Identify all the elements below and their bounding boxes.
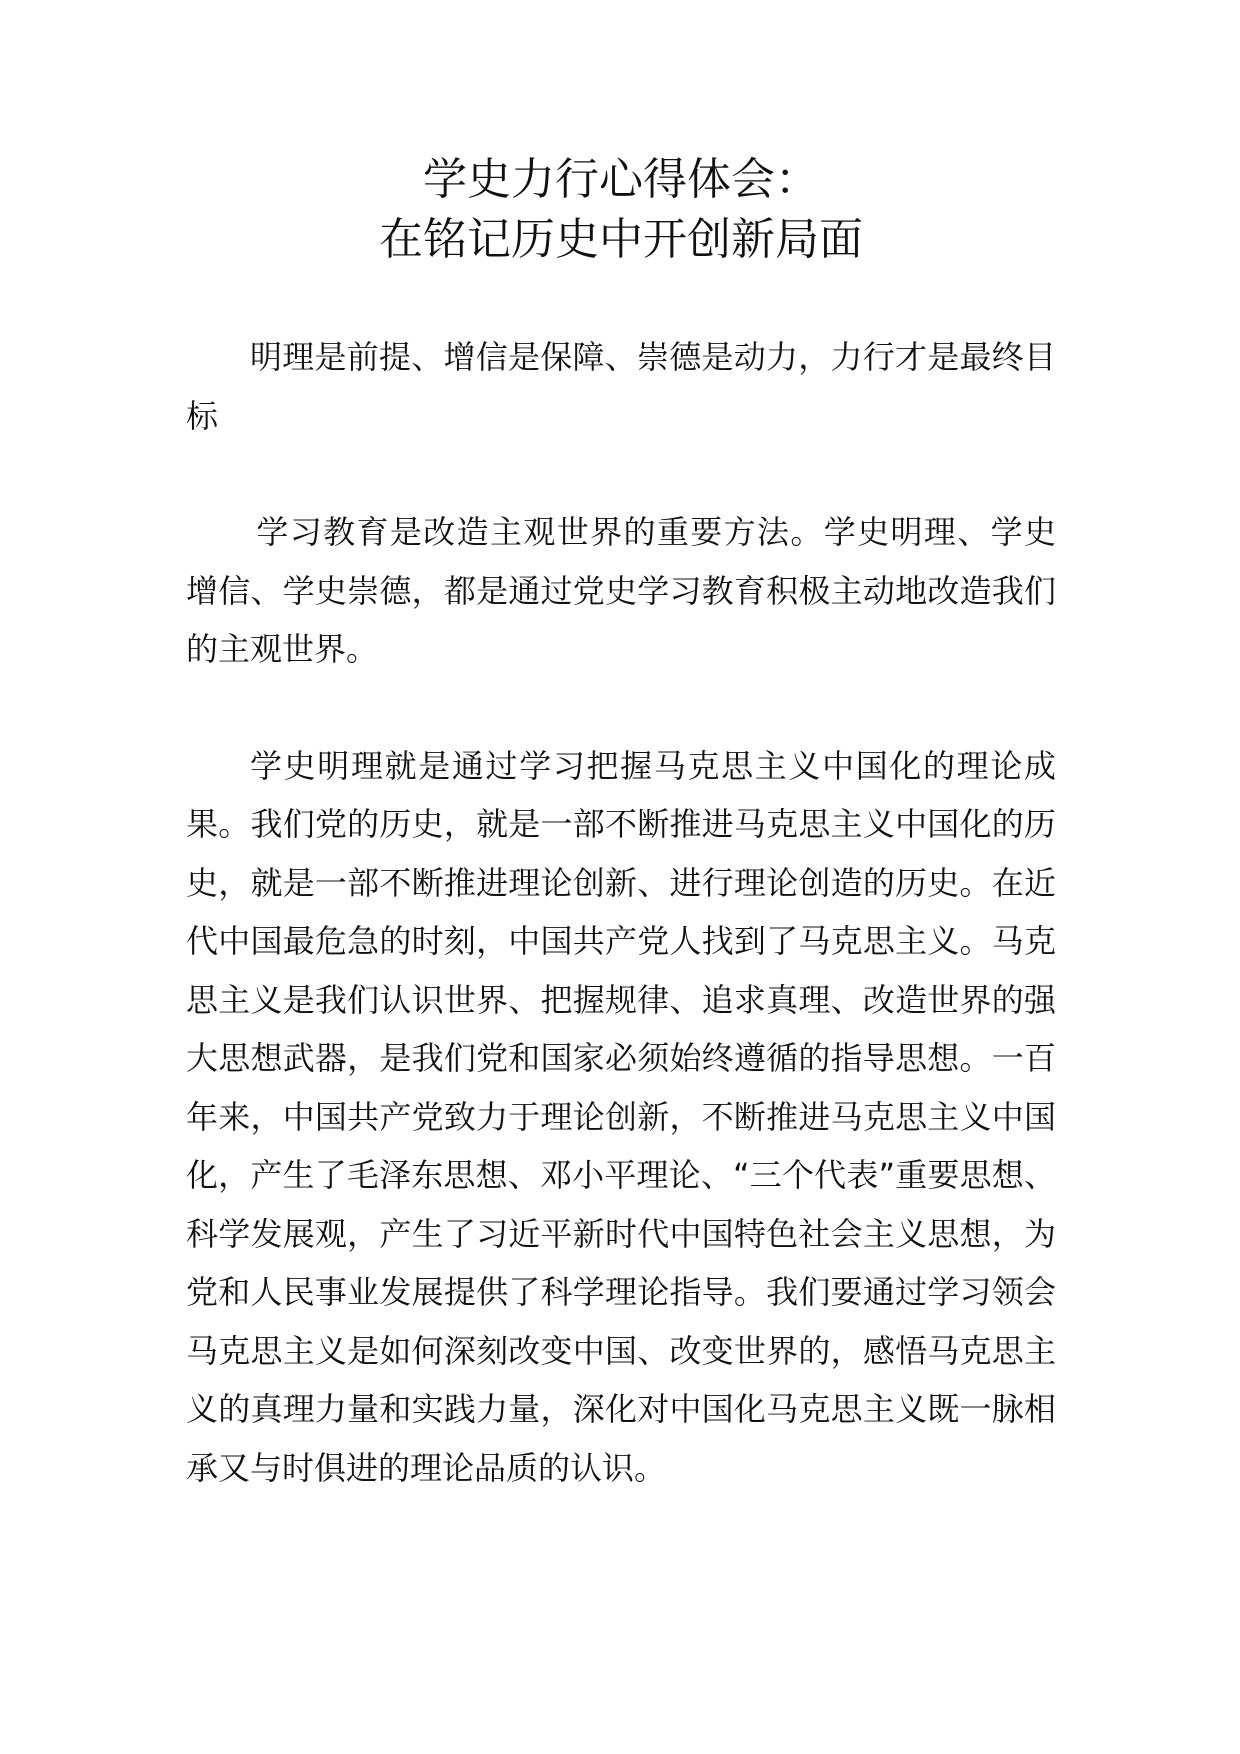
title-line-2: 在铭记历史中开创新局面 xyxy=(379,214,863,265)
title-line-1: 学史力行心得体会： xyxy=(423,154,819,205)
paragraph-1: 明理是前提、增信是保障、崇德是动力，力行才是最终目标 xyxy=(186,338,1056,435)
document-title xyxy=(186,150,1056,270)
document-page xyxy=(186,150,1056,1497)
paragraph-2: 学习教育是改造主观世界的重要方法。学史明理、学史增信、学史崇德，都是通过党史学习教育积极主动地改造我们的主观世界。 xyxy=(186,513,1056,668)
paragraph-3: 学史明理就是通过学习把握马克思主义中国化的理论成果。我们党的历史，就是一部不断推进马克思主义中国化的历史，就是一部不断推进理论创新、进行理论创造的历史。在近代中国最危急的时刻，中国共产党人找到了马克思主义。马克思主义是我们认识世界、把握规律、追求真理、改造世界的强大思想武器，是我们党和国家必须始终遵循的指导思想。一百年来，中国共产党致力于理论创新，不断推进马克思主义中国化，产生了毛泽东思想、邓小平理论、“三个代表”重要思想、科学发展观，产生了习近平新时代中国特色社会主义思想，为党和人民事业发展提供了科学理论指导。我们要通过学习领会马克思主义是如何深刻改变中国、改变世界的，感悟马克思主义的真理力量和实践力量，深化对中国化马克思主义既一脉相承又与时俱进的理论品质的认识。 xyxy=(186,746,1056,1487)
